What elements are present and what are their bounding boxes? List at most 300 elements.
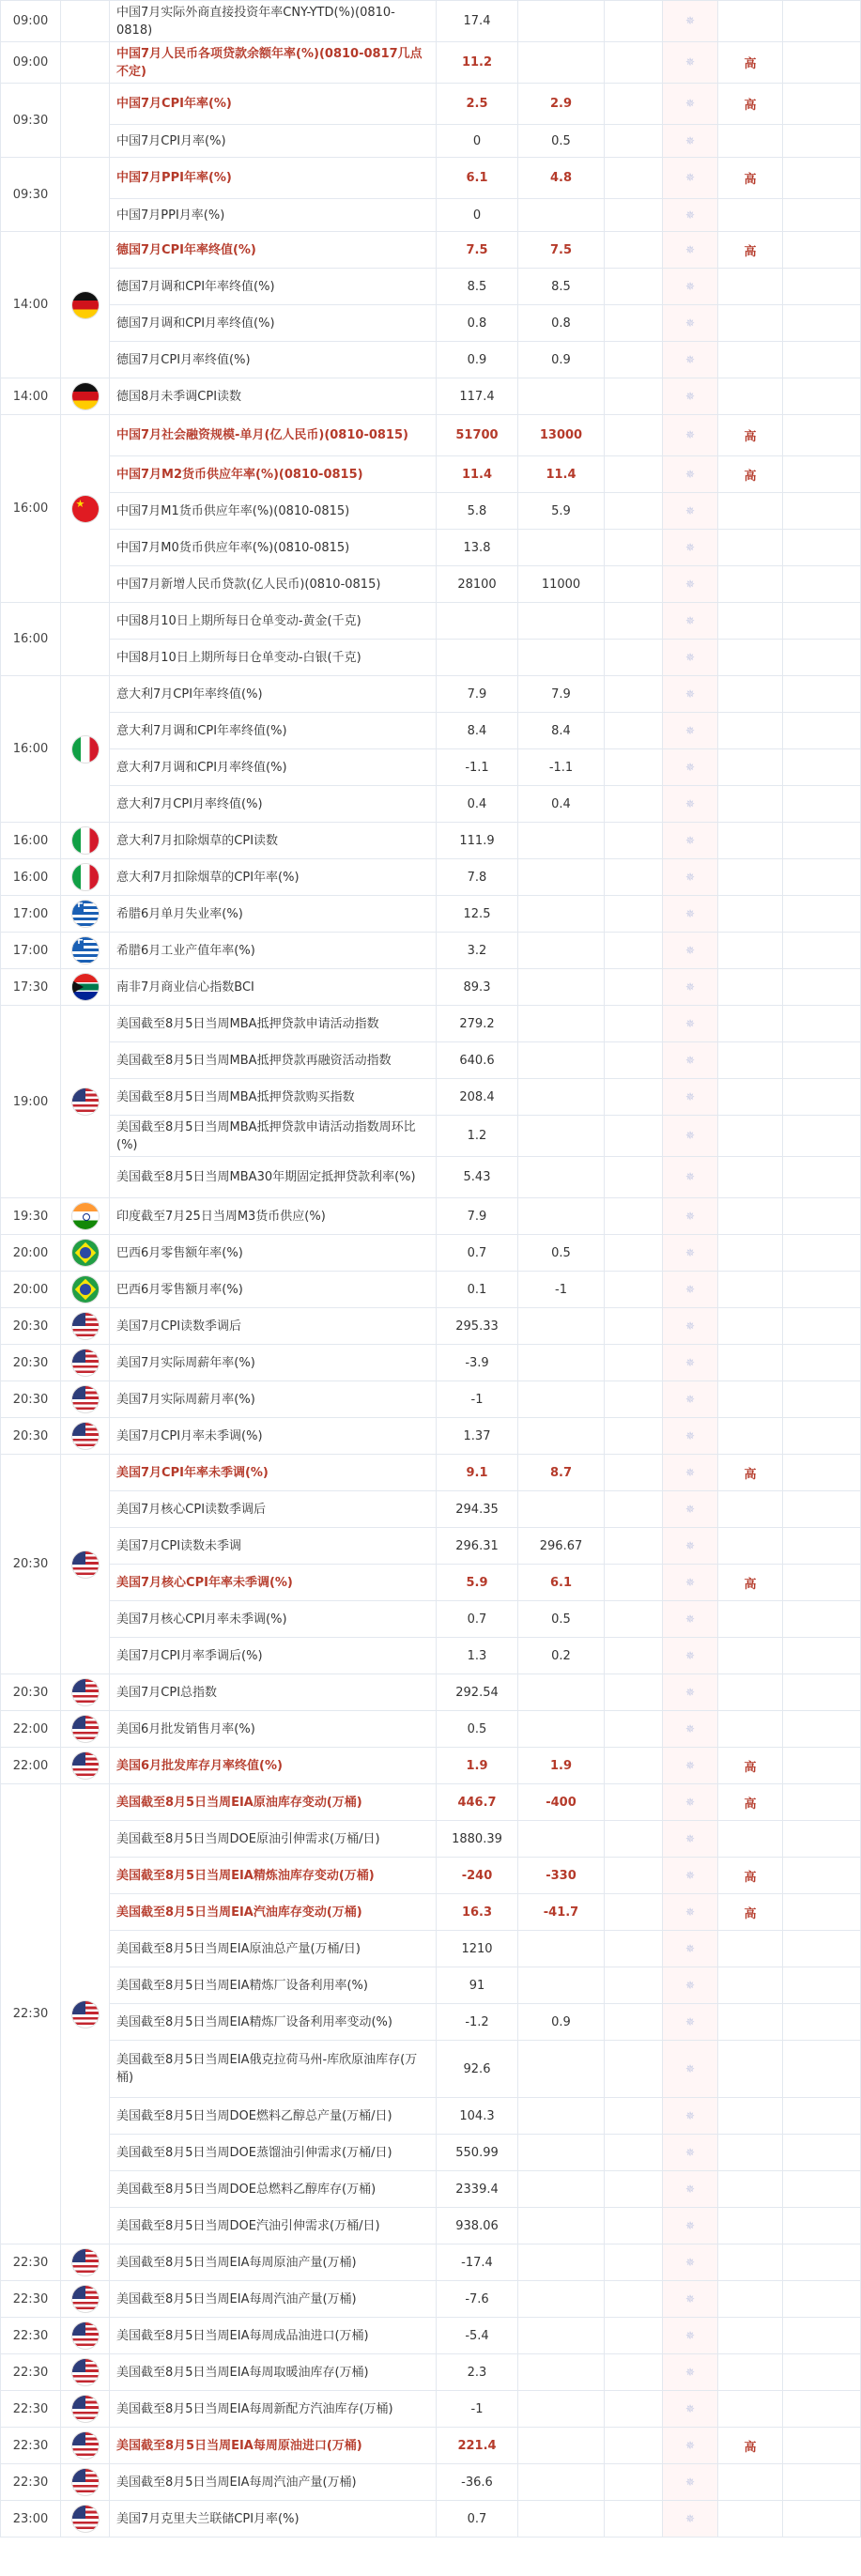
importance-level [718, 2318, 783, 2354]
importance-level [718, 2354, 783, 2391]
flag-in-icon [72, 1203, 99, 1229]
bell-icon[interactable] [684, 1429, 697, 1442]
previous-value [605, 2244, 663, 2281]
detail-cell [783, 125, 861, 158]
bell-icon[interactable] [684, 2062, 697, 2075]
country-flag-cell [61, 2244, 110, 2281]
forecast-value: 8.7 [518, 1455, 605, 1491]
event-name: 美国截至8月5日当周EIA每周成品油进口(万桶) [110, 2318, 437, 2354]
bell-icon[interactable] [684, 1319, 697, 1333]
detail-cell [783, 530, 861, 566]
detail-cell [783, 232, 861, 269]
actual-value: 5.9 [437, 1565, 518, 1601]
flag-us-icon [72, 1752, 99, 1779]
alert-cell[interactable] [663, 1079, 718, 1116]
alert-cell[interactable] [663, 749, 718, 786]
bell-icon[interactable] [684, 1129, 697, 1142]
bell-icon[interactable] [684, 651, 697, 664]
bell-icon[interactable] [684, 1210, 697, 1223]
calendar-row [1, 1674, 861, 1711]
importance-level [718, 125, 783, 158]
detail-cell [783, 2171, 861, 2208]
alert-cell[interactable] [663, 933, 718, 969]
alert-cell[interactable] [663, 896, 718, 933]
event-name: 中国8月10日上期所每日仓单变动-黄金(千克) [110, 603, 437, 640]
event-name: 中国7月社会融资规模-单月(亿人民币)(0810-0815) [110, 415, 437, 456]
calendar-row [1, 1967, 861, 2004]
bell-icon[interactable] [684, 208, 697, 222]
actual-value: 117.4 [437, 378, 518, 415]
event-name: 美国截至8月5日当周EIA精炼厂设备利用率变动(%) [110, 2004, 437, 2041]
alert-cell[interactable] [663, 1674, 718, 1711]
bell-icon[interactable] [684, 243, 697, 256]
country-flag-cell [61, 2318, 110, 2354]
bell-icon[interactable] [684, 578, 697, 591]
actual-value: 221.4 [437, 2428, 518, 2464]
event-name: 南非7月商业信心指数BCI [110, 969, 437, 1006]
alert-cell[interactable] [663, 2318, 718, 2354]
previous-value [605, 125, 663, 158]
importance-level [718, 305, 783, 342]
bell-icon[interactable] [684, 1759, 697, 1772]
bell-icon[interactable] [684, 353, 697, 366]
alert-cell[interactable] [663, 2281, 718, 2318]
alert-cell[interactable] [663, 1894, 718, 1931]
forecast-value: 0.9 [518, 2004, 605, 2041]
alert-cell[interactable] [663, 2391, 718, 2428]
forecast-value [518, 1345, 605, 1381]
calendar-row [1, 1894, 861, 1931]
alert-cell[interactable] [663, 1308, 718, 1345]
forecast-value [518, 2428, 605, 2464]
calendar-row [1, 1116, 861, 1157]
importance-level [718, 1711, 783, 1748]
event-time: 16:00 [1, 823, 61, 859]
importance-level [718, 1381, 783, 1418]
bell-icon[interactable] [684, 504, 697, 517]
bell-icon[interactable] [684, 171, 697, 184]
bell-icon[interactable] [684, 1869, 697, 1882]
flag-cn-icon [72, 496, 99, 522]
event-name: 美国7月核心CPI月率未季调(%) [110, 1601, 437, 1638]
alert-cell[interactable] [663, 1711, 718, 1748]
detail-cell [783, 378, 861, 415]
bell-icon[interactable] [684, 97, 697, 110]
country-flag-cell [61, 969, 110, 1006]
flag-us-icon [72, 1313, 99, 1339]
event-name: 美国7月实际周薪月率(%) [110, 1381, 437, 1418]
alert-cell[interactable] [663, 1235, 718, 1272]
event-name: 中国7月M1货币供应年率(%)(0810-0815) [110, 493, 437, 530]
importance-level [718, 342, 783, 378]
bell-icon[interactable] [684, 834, 697, 847]
bell-icon[interactable] [684, 2329, 697, 2342]
country-flag-cell [61, 933, 110, 969]
event-name: 美国截至8月5日当周MBA抵押贷款再融资活动指数 [110, 1042, 437, 1079]
bell-icon[interactable] [684, 2439, 697, 2452]
previous-value [605, 1006, 663, 1042]
bell-icon[interactable] [684, 1090, 697, 1103]
bell-icon[interactable] [684, 761, 697, 774]
importance-level [718, 2501, 783, 2537]
previous-value [605, 2428, 663, 2464]
bell-icon[interactable] [684, 2109, 697, 2122]
bell-icon[interactable] [684, 1393, 697, 1406]
alert-cell[interactable] [663, 2135, 718, 2171]
alert-cell[interactable] [663, 2041, 718, 2098]
event-time: 16:00 [1, 676, 61, 823]
country-flag-cell [61, 2428, 110, 2464]
bell-icon[interactable] [684, 541, 697, 554]
importance-level [718, 2208, 783, 2244]
actual-value: -240 [437, 1858, 518, 1894]
bell-icon[interactable] [684, 1832, 697, 1845]
forecast-value [518, 1116, 605, 1157]
alert-cell[interactable] [663, 1006, 718, 1042]
bell-icon[interactable] [684, 55, 697, 69]
forecast-value [518, 1, 605, 42]
previous-value [605, 749, 663, 786]
alert-cell[interactable] [663, 859, 718, 896]
alert-cell[interactable] [663, 1967, 718, 2004]
previous-value [605, 378, 663, 415]
country-flag-cell [61, 415, 110, 603]
alert-cell[interactable] [663, 1491, 718, 1528]
previous-value [605, 2281, 663, 2318]
calendar-row [1, 713, 861, 749]
alert-cell[interactable] [663, 42, 718, 84]
bell-icon[interactable] [684, 1170, 697, 1183]
actual-value: 640.6 [437, 1042, 518, 1079]
bell-icon[interactable] [684, 2256, 697, 2269]
alert-cell[interactable] [663, 1455, 718, 1491]
event-time: 09:30 [1, 84, 61, 158]
alert-cell[interactable] [663, 1116, 718, 1157]
actual-value: 0.7 [437, 1601, 518, 1638]
bell-icon[interactable] [684, 907, 697, 920]
bell-icon[interactable] [684, 2402, 697, 2415]
event-name: 美国截至8月5日当周EIA每周汽油产量(万桶) [110, 2464, 437, 2501]
detail-cell [783, 269, 861, 305]
alert-cell[interactable] [663, 378, 718, 415]
alert-cell[interactable] [663, 603, 718, 640]
previous-value [605, 1308, 663, 1345]
bell-icon[interactable] [684, 1979, 697, 1992]
alert-cell[interactable] [663, 1381, 718, 1418]
forecast-value [518, 1308, 605, 1345]
alert-cell[interactable] [663, 786, 718, 823]
alert-cell[interactable] [663, 1601, 718, 1638]
actual-value: 7.9 [437, 676, 518, 713]
alert-cell[interactable] [663, 125, 718, 158]
bell-icon[interactable] [684, 1722, 697, 1735]
alert-cell[interactable] [663, 1858, 718, 1894]
alert-cell[interactable] [663, 415, 718, 456]
importance-level [718, 2135, 783, 2171]
bell-icon[interactable] [684, 280, 697, 293]
forecast-value [518, 1967, 605, 2004]
detail-cell [783, 456, 861, 493]
bell-icon[interactable] [684, 428, 697, 441]
bell-icon[interactable] [684, 14, 697, 27]
forecast-value: 0.8 [518, 305, 605, 342]
bell-icon[interactable] [684, 2183, 697, 2196]
actual-value: 0.8 [437, 305, 518, 342]
alert-cell[interactable] [663, 232, 718, 269]
alert-cell[interactable] [663, 84, 718, 125]
actual-value: 1210 [437, 1931, 518, 1967]
bell-icon[interactable] [684, 2219, 697, 2232]
bell-icon[interactable] [684, 1649, 697, 1662]
forecast-value [518, 199, 605, 232]
previous-value [605, 2318, 663, 2354]
bell-icon[interactable] [684, 1576, 697, 1589]
alert-cell[interactable] [663, 456, 718, 493]
bell-icon[interactable] [684, 797, 697, 810]
calendar-row [1, 42, 861, 84]
forecast-value: 1.9 [518, 1748, 605, 1784]
previous-value [605, 269, 663, 305]
detail-cell [783, 786, 861, 823]
alert-cell[interactable] [663, 1638, 718, 1674]
bell-icon[interactable] [684, 1942, 697, 1955]
actual-value: 294.35 [437, 1491, 518, 1528]
calendar-row [1, 1418, 861, 1455]
actual-value: 91 [437, 1967, 518, 2004]
actual-value: 7.8 [437, 859, 518, 896]
forecast-value: 0.2 [518, 1638, 605, 1674]
alert-cell[interactable] [663, 2208, 718, 2244]
actual-value: 11.2 [437, 42, 518, 84]
event-time: 22:30 [1, 2318, 61, 2354]
alert-cell[interactable] [663, 2501, 718, 2537]
bell-icon[interactable] [684, 1796, 697, 1809]
alert-cell[interactable] [663, 1, 718, 42]
importance-level [718, 1528, 783, 1565]
alert-cell[interactable] [663, 1748, 718, 1784]
detail-cell [783, 859, 861, 896]
alert-cell[interactable] [663, 1042, 718, 1079]
alert-cell[interactable] [663, 2354, 718, 2391]
importance-level: 高 [718, 415, 783, 456]
alert-cell[interactable] [663, 305, 718, 342]
bell-icon[interactable] [684, 316, 697, 330]
alert-cell[interactable] [663, 2428, 718, 2464]
alert-cell[interactable] [663, 566, 718, 603]
alert-cell[interactable] [663, 158, 718, 199]
alert-cell[interactable] [663, 1272, 718, 1308]
actual-value: 1.9 [437, 1748, 518, 1784]
importance-level [718, 749, 783, 786]
actual-value [437, 640, 518, 676]
bell-icon[interactable] [684, 724, 697, 737]
detail-cell [783, 749, 861, 786]
bell-icon[interactable] [684, 1503, 697, 1516]
alert-cell[interactable] [663, 530, 718, 566]
actual-value: -7.6 [437, 2281, 518, 2318]
event-name: 希腊6月工业产值年率(%) [110, 933, 437, 969]
importance-level: 高 [718, 2428, 783, 2464]
detail-cell [783, 2244, 861, 2281]
event-name: 美国7月核心CPI年率未季调(%) [110, 1565, 437, 1601]
bell-icon[interactable] [684, 980, 697, 994]
forecast-value [518, 2171, 605, 2208]
bell-icon[interactable] [684, 2366, 697, 2379]
bell-icon[interactable] [684, 1054, 697, 1067]
alert-cell[interactable] [663, 969, 718, 1006]
alert-cell[interactable] [663, 1528, 718, 1565]
alert-cell[interactable] [663, 2098, 718, 2135]
country-flag-cell [61, 1272, 110, 1308]
calendar-row [1, 415, 861, 456]
alert-cell[interactable] [663, 640, 718, 676]
importance-level [718, 2464, 783, 2501]
alert-cell[interactable] [663, 1565, 718, 1601]
alert-cell[interactable] [663, 823, 718, 859]
country-flag-cell [61, 1711, 110, 1748]
event-name: 意大利7月CPI月率终值(%) [110, 786, 437, 823]
actual-value: 16.3 [437, 1894, 518, 1931]
actual-value: 5.8 [437, 493, 518, 530]
event-time: 19:00 [1, 1006, 61, 1198]
flag-it-icon [72, 864, 99, 890]
alert-cell[interactable] [663, 1418, 718, 1455]
detail-cell [783, 1565, 861, 1601]
bell-icon[interactable] [684, 2015, 697, 2028]
previous-value [605, 158, 663, 199]
bell-icon[interactable] [684, 2512, 697, 2525]
calendar-row [1, 566, 861, 603]
importance-level [718, 1601, 783, 1638]
actual-value: -17.4 [437, 2244, 518, 2281]
event-name: 美国截至8月5日当周EIA每周新配方汽油库存(万桶) [110, 2391, 437, 2428]
calendar-row [1, 2391, 861, 2428]
importance-level: 高 [718, 1455, 783, 1491]
alert-cell[interactable] [663, 1821, 718, 1858]
alert-cell[interactable] [663, 493, 718, 530]
alert-cell[interactable] [663, 342, 718, 378]
country-flag-cell [61, 1381, 110, 1418]
alert-cell[interactable] [663, 1198, 718, 1235]
calendar-row [1, 823, 861, 859]
bell-icon[interactable] [684, 2146, 697, 2159]
previous-value [605, 1931, 663, 1967]
alert-cell[interactable] [663, 2244, 718, 2281]
calendar-row [1, 1858, 861, 1894]
detail-cell [783, 415, 861, 456]
bell-icon[interactable] [684, 390, 697, 403]
alert-cell[interactable] [663, 1157, 718, 1198]
event-name: 意大利7月调和CPI年率终值(%) [110, 713, 437, 749]
alert-cell[interactable] [663, 676, 718, 713]
country-flag-cell [61, 2391, 110, 2428]
forecast-value: -330 [518, 1858, 605, 1894]
calendar-row [1, 2318, 861, 2354]
country-flag-cell [61, 84, 110, 158]
forecast-value [518, 2208, 605, 2244]
event-name: 美国截至8月5日当周MBA30年期固定抵押贷款利率(%) [110, 1157, 437, 1198]
actual-value: 2.5 [437, 84, 518, 125]
alert-cell[interactable] [663, 2004, 718, 2041]
alert-cell[interactable] [663, 1345, 718, 1381]
detail-cell [783, 1345, 861, 1381]
calendar-row [1, 1308, 861, 1345]
event-name: 德国7月CPI年率终值(%) [110, 232, 437, 269]
bell-icon[interactable] [684, 687, 697, 701]
event-name: 美国6月批发销售月率(%) [110, 1711, 437, 1748]
bell-icon[interactable] [684, 1466, 697, 1479]
forecast-value [518, 2501, 605, 2537]
bell-icon[interactable] [684, 2292, 697, 2306]
country-flag-cell [61, 1308, 110, 1345]
bell-icon[interactable] [684, 1356, 697, 1369]
alert-cell[interactable] [663, 2464, 718, 2501]
bell-icon[interactable] [684, 1246, 697, 1259]
bell-icon[interactable] [684, 134, 697, 147]
event-name: 美国截至8月5日当周MBA抵押贷款购买指数 [110, 1079, 437, 1116]
event-name: 中国7月CPI年率(%) [110, 84, 437, 125]
flag-us-icon [72, 2469, 99, 2495]
alert-cell[interactable] [663, 1784, 718, 1821]
previous-value [605, 1345, 663, 1381]
event-name: 美国7月CPI月率季调后(%) [110, 1638, 437, 1674]
calendar-row [1, 1821, 861, 1858]
bell-icon[interactable] [684, 1686, 697, 1699]
alert-cell[interactable] [663, 269, 718, 305]
alert-cell[interactable] [663, 1931, 718, 1967]
bell-icon[interactable] [684, 944, 697, 957]
bell-icon[interactable] [684, 1612, 697, 1626]
alert-cell[interactable] [663, 713, 718, 749]
previous-value [605, 640, 663, 676]
event-time: 17:00 [1, 896, 61, 933]
event-time: 20:30 [1, 1345, 61, 1381]
bell-icon[interactable] [684, 1283, 697, 1296]
calendar-row [1, 1931, 861, 1967]
flag-us-icon [72, 2286, 99, 2312]
forecast-value [518, 1381, 605, 1418]
country-flag-cell [61, 2464, 110, 2501]
actual-value: 279.2 [437, 1006, 518, 1042]
alert-cell[interactable] [663, 199, 718, 232]
bell-icon[interactable] [684, 1017, 697, 1030]
forecast-value: 11000 [518, 566, 605, 603]
calendar-row [1, 2281, 861, 2318]
importance-level [718, 969, 783, 1006]
detail-cell [783, 1784, 861, 1821]
importance-level [718, 896, 783, 933]
bell-icon[interactable] [684, 1905, 697, 1919]
alert-cell[interactable] [663, 2171, 718, 2208]
detail-cell [783, 2004, 861, 2041]
forecast-value [518, 42, 605, 84]
detail-cell [783, 158, 861, 199]
bell-icon[interactable] [684, 614, 697, 627]
forecast-value [518, 2464, 605, 2501]
calendar-row [1, 859, 861, 896]
importance-level [718, 1821, 783, 1858]
forecast-value: -1 [518, 1272, 605, 1308]
flag-us-icon [72, 1350, 99, 1376]
bell-icon[interactable] [684, 871, 697, 884]
country-flag-cell [61, 1198, 110, 1235]
bell-icon[interactable] [684, 468, 697, 481]
previous-value [605, 823, 663, 859]
bell-icon[interactable] [684, 2476, 697, 2489]
forecast-value: 11.4 [518, 456, 605, 493]
bell-icon[interactable] [684, 1539, 697, 1552]
forecast-value: 296.67 [518, 1528, 605, 1565]
